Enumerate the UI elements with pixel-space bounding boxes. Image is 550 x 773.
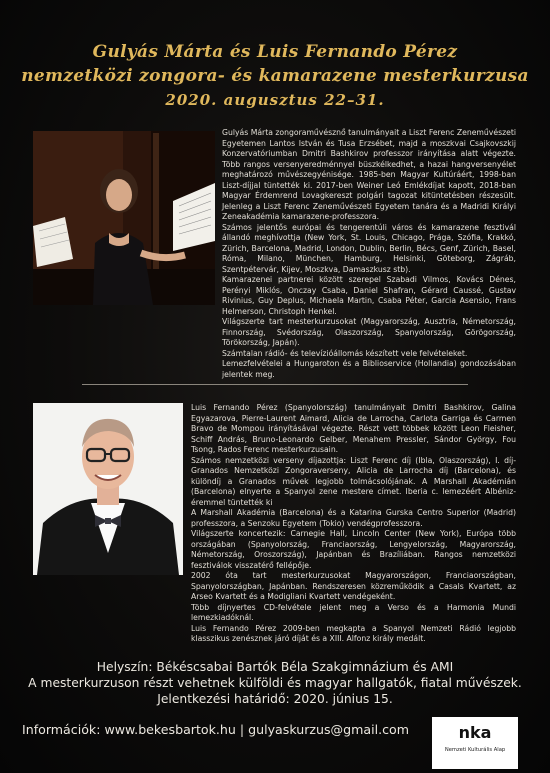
- bio-paragraph: Lemezfelvételei a Hungaroton és a Biblioservice (Hollandia) gondozásában jelentek meg.: [222, 359, 516, 379]
- bio-paragraph: Luis Fernando Pérez 2009-ben megkapta a Spanyol Nemzeti Rádió legjobb klasszikus zenésznek járó díját és a XIII. Alfonz király medált.: [191, 623, 516, 643]
- venue-text: Helyszín: Békéscsabai Bartók Béla Szakgimnázium és AMI: [96, 660, 454, 674]
- bio-paragraph: A Marshall Akadémia (Barcelona) és a Katarina Gurska Centro Superior (Madrid) professzora, a Senzoku Egyetem (Tokio) vendégprofesszora.: [191, 508, 516, 528]
- bio-paragraph: Világszerte tart mesterkurzusokat (Magyarország, Ausztria, Németország, Finnország, Svédország, Olaszország, Spanyolország, Görögország, Törökország, Japán).: [222, 317, 516, 347]
- bio-paragraph: Számtalan rádió- és televízióállomás készített vele felvételeket.: [222, 348, 468, 358]
- title-subtitle: nemzetközi zongora- és kamarazene mesterkurzusa: [21, 66, 529, 86]
- nka-logo-text: nka: [458, 723, 492, 742]
- title-date: 2020. augusztus 22–31.: [165, 91, 385, 109]
- bio-paragraph: Számos nemzetközi verseny díjazottja: Liszt Ferenc díj (Ibla, Olaszország), I. díj-Granados Nemzetközi Zongoraverseny, Alicia de Larrocha díj (Barcelona), és különdíj a Granados művek legjobb tolmácsolójának. A Marshall Akadémián (Barcelona) elnyerte a Spanyol zene mestere címet. Iberia c. lemezéért Albéniz-éremmel tüntették ki: [191, 455, 516, 507]
- title-names: Gulyás Márta és Luis Fernando Pérez: [92, 42, 458, 62]
- bio-paragraph: Gulyás Márta zongoraművésznő tanulmányait a Liszt Ferenc Zeneművészeti Egyetemen Lantos István és Tusa Erzsébet, majd a moszkvai Csajkovszkij Konzervatóriumban Dmitri Bashkirov professzor irányítása alatt végezte. Több rangos versenyeredménnyel büszkélkedhet, a hazai hangversenyélet meghatározó művészegyénisége. 1985-ben Magyar Kultúráért, 1998-ban Liszt-díjjal tüntették ki. 2017-ben Weiner Leó Emlékdíjat kapott, 2018-ban Magyar Érdemrend Lovagkereszt polgári tagozat kitüntetésben részesült. Jelenleg a Liszt Ferenc Zeneművészeti Egyetem tanára és a Madridi Királyi Zeneakadémia kamarazene-professzora.: [222, 128, 516, 221]
- bio-luis-fernando-perez: [191, 403, 516, 645]
- pianist-illustration: [33, 131, 215, 305]
- deadline-text: Jelentkezési határidő: 2020. június 15.: [157, 692, 393, 706]
- contact-info[interactable]: Információk: www.bekesbartok.hu | gulyaskurzus@gmail.com: [22, 722, 410, 737]
- bio-paragraph: Világszerte koncertezik: Carnegie Hall, Lincoln Center (New York), Európa több országában (Spanyolország, Franciaország, Lengyelország, Magyarország, Németország, Oroszország), Japánban és Brazíliában. Rangos nemzetközi fesztiválok visszatérő fellépője.: [191, 529, 516, 570]
- bio-paragraph: 2002 óta tart mesterkurzusokat Magyarországon, Franciaországban, Spanyolországban, Japánban. Rendszeresen közreműködik a Casals Kvartett, az Arseo Kvartett és a Modigliani Kvartett vendégeként.: [191, 571, 516, 601]
- bio-paragraph: Luis Fernando Pérez (Spanyolország) tanulmányait Dmitri Bashkirov, Galina Egyazarova, Pierre-Laurent Aimard, Alicia de Larrocha, Carlota Garriga és Carmen Bravo de Mompou irányításával végezte. Részt vett többek között Leon Fleisher, Schiff András, Bruno-Leonardo Gelber, Menahem Pressler, Sándor György, Fou Tsong, Rados Ferenc mesterkurzusain.: [191, 403, 516, 454]
- section-divider: [82, 384, 468, 385]
- bio-paragraph: Több díjnyertes CD-felvétele jelent meg a Verso és a Harmonia Mundi lemezkiadóknál.: [191, 602, 516, 622]
- bio-paragraph: Kamarazenei partnerei között szerepel Szabadi Vilmos, Kovács Dénes, Perényi Miklós, Onczay Csaba, Daniel Shafran, Gérard Caussé, Gustav Rivinius, Guy Deplus, Michaela Martin, Csaba Péter, Garcia Asensio, Frans Helmerson, Christoph Henkel.: [222, 275, 516, 316]
- portrait-illustration: [33, 403, 183, 575]
- nka-logo-mark: [432, 723, 518, 742]
- nka-sponsor-logo: [432, 717, 518, 769]
- photo-gulyas-marta: [33, 131, 215, 305]
- audience-text: A mesterkurzuson részt vehetnek külföldi és magyar hallgatók, fiatal művészek.: [28, 676, 522, 690]
- nka-name: Nemzeti Kulturális Alap: [444, 747, 506, 753]
- photo-luis-fernando-perez: [33, 403, 183, 575]
- event-title: [0, 40, 550, 112]
- bio-paragraph: Számos jelentős európai és tengerentúli város és kamarazene fesztivál állandó meghívottja (New York, St. Louis, Chicago, Prága, Szófia, Krakkó, Zürich, Barcelona, Madrid, London, Dublin, Berlin, Bécs, Genf, Zürich, Basel, Róma, Milano, München, Hamburg, Helsinki, Göteborg, Zágráb, Szentpétervár, Kijev, Moszkva, Damaszkusz stb).: [222, 222, 516, 274]
- bio-gulyas-marta: [222, 128, 516, 380]
